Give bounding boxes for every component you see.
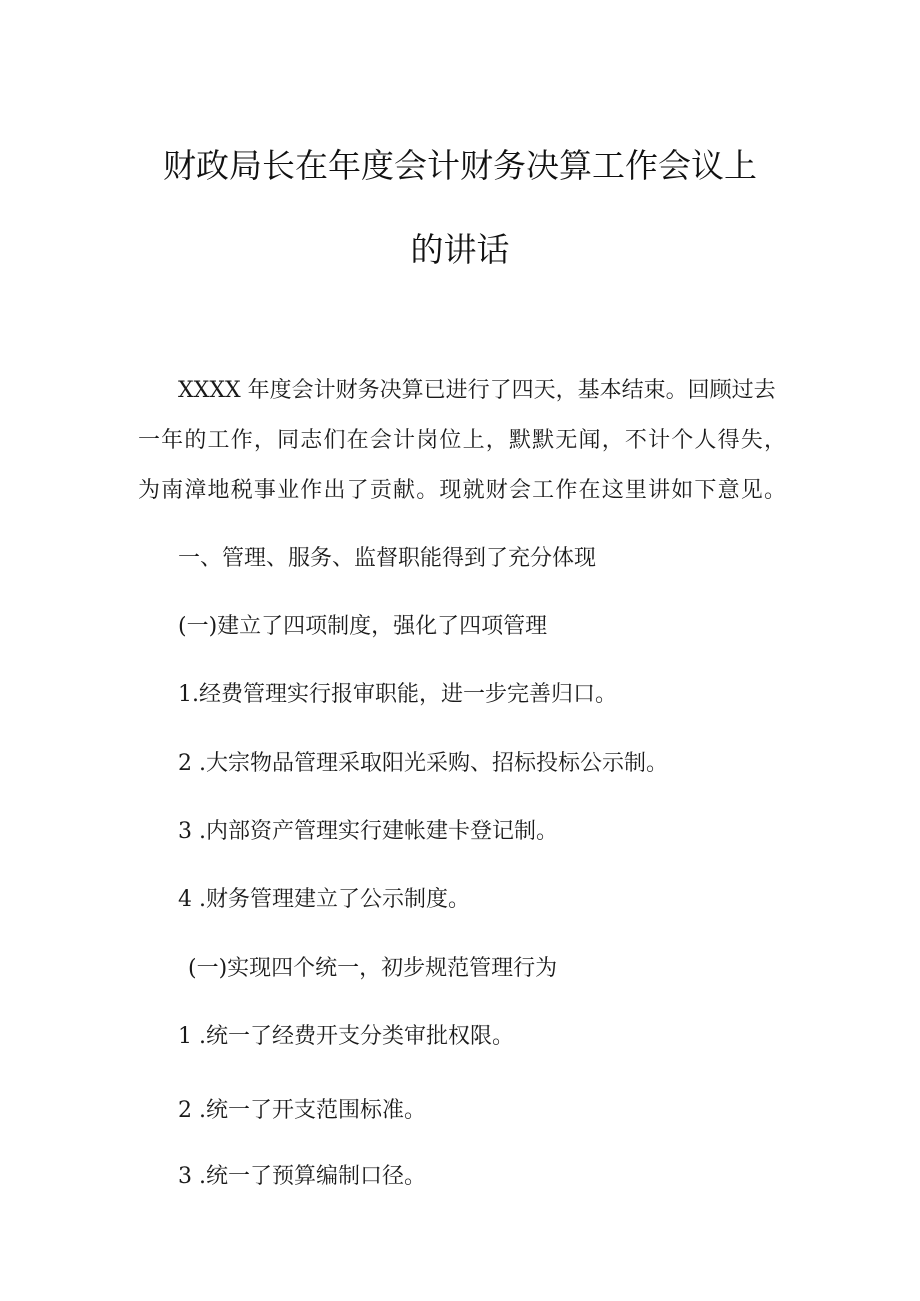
subsection-1-item: 3 .内部资产管理实行建帐建卡登记制。	[178, 819, 558, 844]
document-title-line-1: 财政局长在年度会计财务决算工作会议上	[163, 146, 757, 185]
intro-paragraph-line-2: 一年的工作，同志们在会计岗位上，默默无闻，不计个人得失，	[138, 428, 786, 453]
intro-paragraph-line-1: XXXX 年度会计财务决算已进行了四天，基本结束。回顾过去	[178, 378, 776, 403]
subsection-1-heading: (一)建立了四项制度，强化了四项管理	[178, 614, 548, 639]
subsection-1-item: 2 .大宗物品管理采取阳光采购、招标投标公示制。	[178, 751, 668, 776]
subsection-2-item: 2 .统一了开支范围标准。	[178, 1098, 426, 1123]
document-title-line-2: 的讲话	[410, 230, 510, 269]
section-1-heading: 一、管理、服务、监督职能得到了充分体现	[178, 546, 597, 571]
subsection-2-item: 1 .统一了经费开支分类审批权限。	[178, 1024, 514, 1049]
subsection-2-item: 3 .统一了预算编制口径。	[178, 1164, 426, 1189]
subsection-2-heading: (一)实现四个统一，初步规范管理行为	[188, 956, 558, 981]
intro-paragraph-line-3: 为南漳地税事业作出了贡献。现就财会工作在这里讲如下意见。	[138, 478, 786, 503]
subsection-1-item: 1.经费管理实行报审职能，进一步完善归口。	[178, 682, 617, 707]
subsection-1-item: 4 .财务管理建立了公示制度。	[178, 887, 470, 912]
